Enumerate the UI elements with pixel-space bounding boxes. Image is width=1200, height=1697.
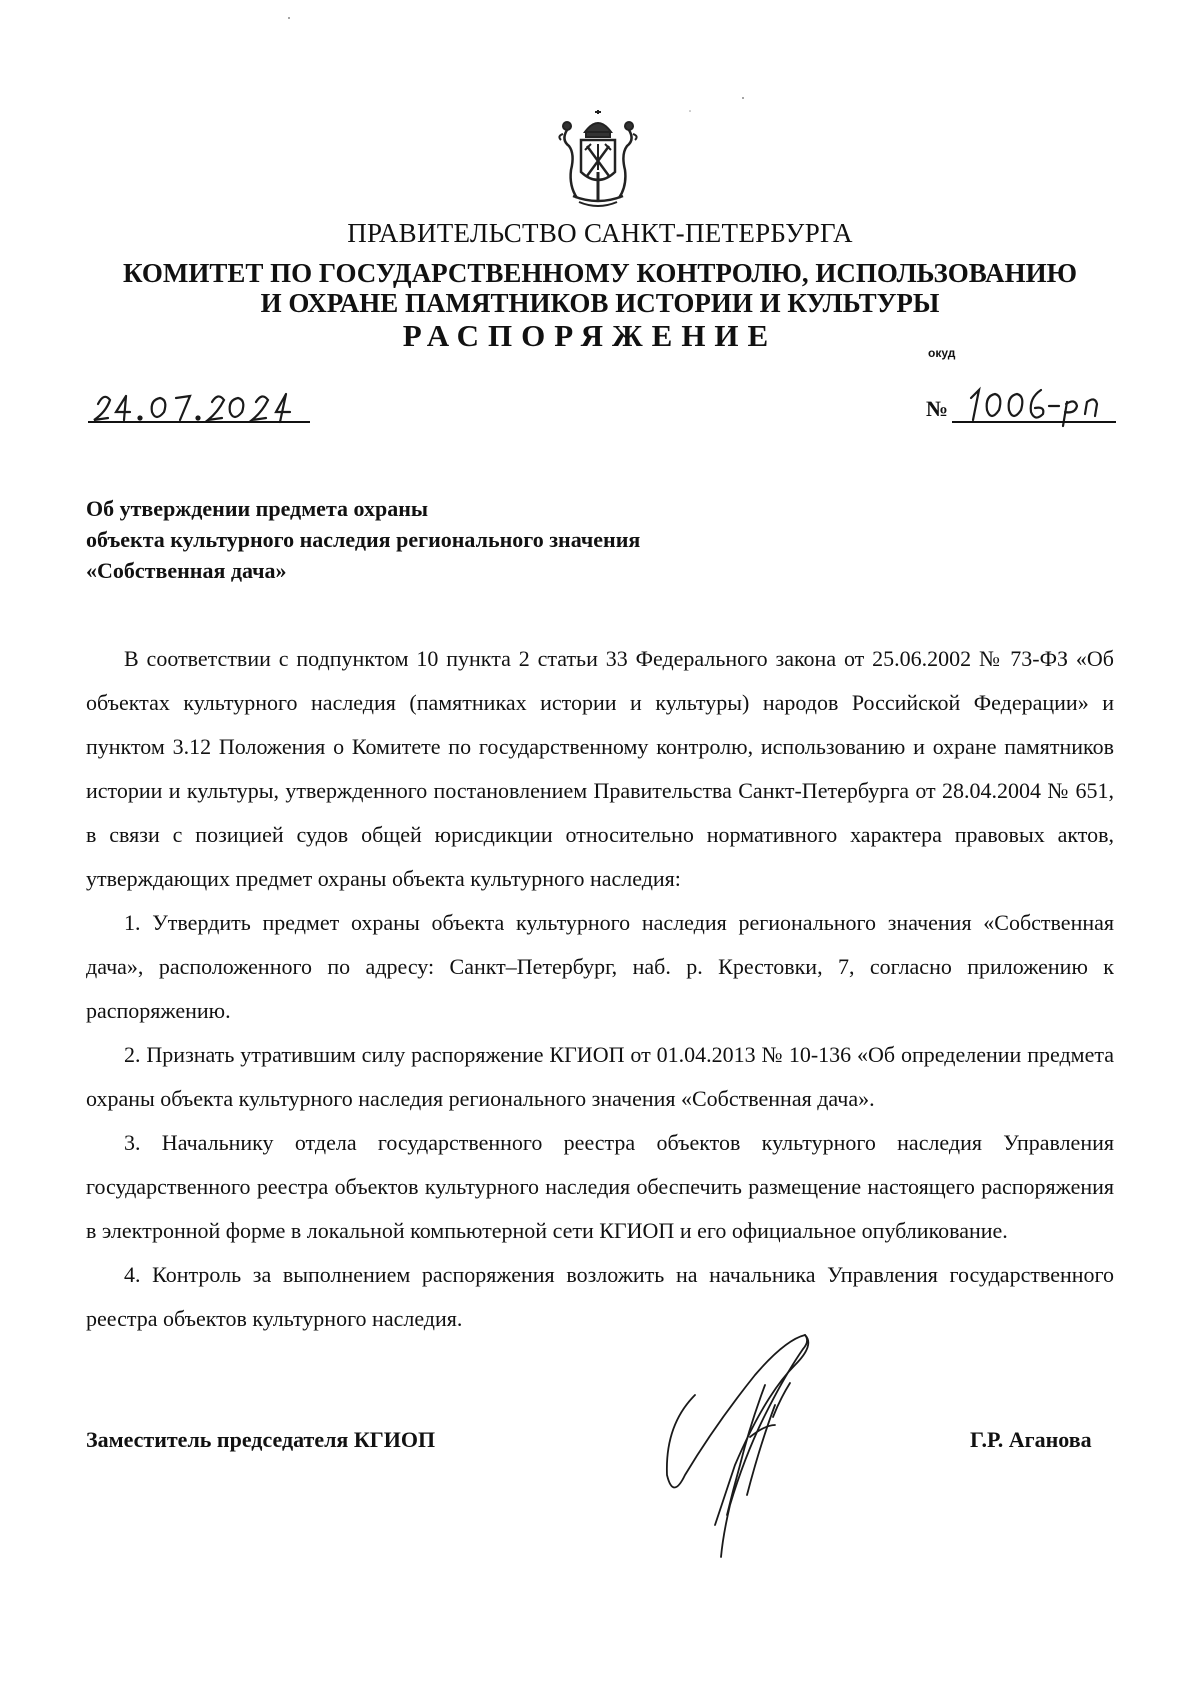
clause-1: 1. Утвердить предмет охраны объекта культурного наследия регионального значения «Собственная дача», расположенного по адресу: Санкт–Петербург, наб. р. Крестовки, 7, согласно приложению к распоряжению.: [86, 910, 1114, 1023]
subject-line-1: Об утверждении предмета охраны: [86, 496, 429, 521]
handwritten-signature: [655, 1325, 895, 1575]
document-subject: [86, 493, 640, 586]
subject-line-3: «Собственная дача»: [86, 558, 287, 583]
document-type: РАСПОРЯЖЕНИЕ: [402, 318, 778, 353]
signer-name: Г.Р. Аганова: [970, 1427, 1092, 1452]
document-body: [86, 637, 1114, 1341]
okud-label: окуд: [928, 346, 956, 360]
number-label: №: [926, 396, 949, 421]
committee-name-line2: И ОХРАНЕ ПАМЯТНИКОВ ИСТОРИИ И КУЛЬТУРЫ: [260, 288, 940, 318]
coat-of-arms-icon: [555, 110, 641, 210]
committee-name-line1: КОМИТЕТ ПО ГОСУДАРСТВЕННОМУ КОНТРОЛЮ, ИСПОЛЬЗОВАНИЮ: [123, 258, 1077, 288]
clause-4: 4. Контроль за выполнением распоряжения возложить на начальника Управления государственного реестра объектов культурного наследия.: [86, 1262, 1114, 1331]
subject-line-2: объекта культурного наследия регионального значения: [86, 527, 641, 552]
clause-3: 3. Начальнику отдела государственного реестра объектов культурного наследия Управления государственного реестра объектов культурного наследия обеспечить размещение настоящего распоряжения в электронной форме в локальной компьютерной сети КГИОП и его официальное опубликование.: [86, 1130, 1114, 1243]
clause-2: 2. Признать утратившим силу распоряжение КГИОП от 01.04.2013 № 10-136 «Об определении предмета охраны объекта культурного наследия регионального значения «Собственная дача».: [86, 1042, 1114, 1111]
signer-title: Заместитель председателя КГИОП: [86, 1427, 436, 1452]
preamble-paragraph: В соответствии с подпунктом 10 пункта 2 статьи 33 Федерального закона от 25.06.2002 № 73-ФЗ «Об объектах культурного наследия (памятниках истории и культуры) народов Российской Федерации» и пунктом 3.12 Положения о Комитете по государственному контролю, использованию и охране памятников истории и культуры, утвержденного постановлением Правительства Санкт-Петербурга от 28.04.2004 № 651, в связи с позицией судов общей юрисдикции относительно нормативного характера правовых актов, утверждающих предмет охраны объекта культурного наследия:: [86, 646, 1114, 891]
date-underline: [88, 421, 310, 423]
government-name: ПРАВИТЕЛЬСТВО САНКТ-ПЕТЕРБУРГА: [347, 218, 853, 248]
number-underline: [952, 421, 1116, 423]
